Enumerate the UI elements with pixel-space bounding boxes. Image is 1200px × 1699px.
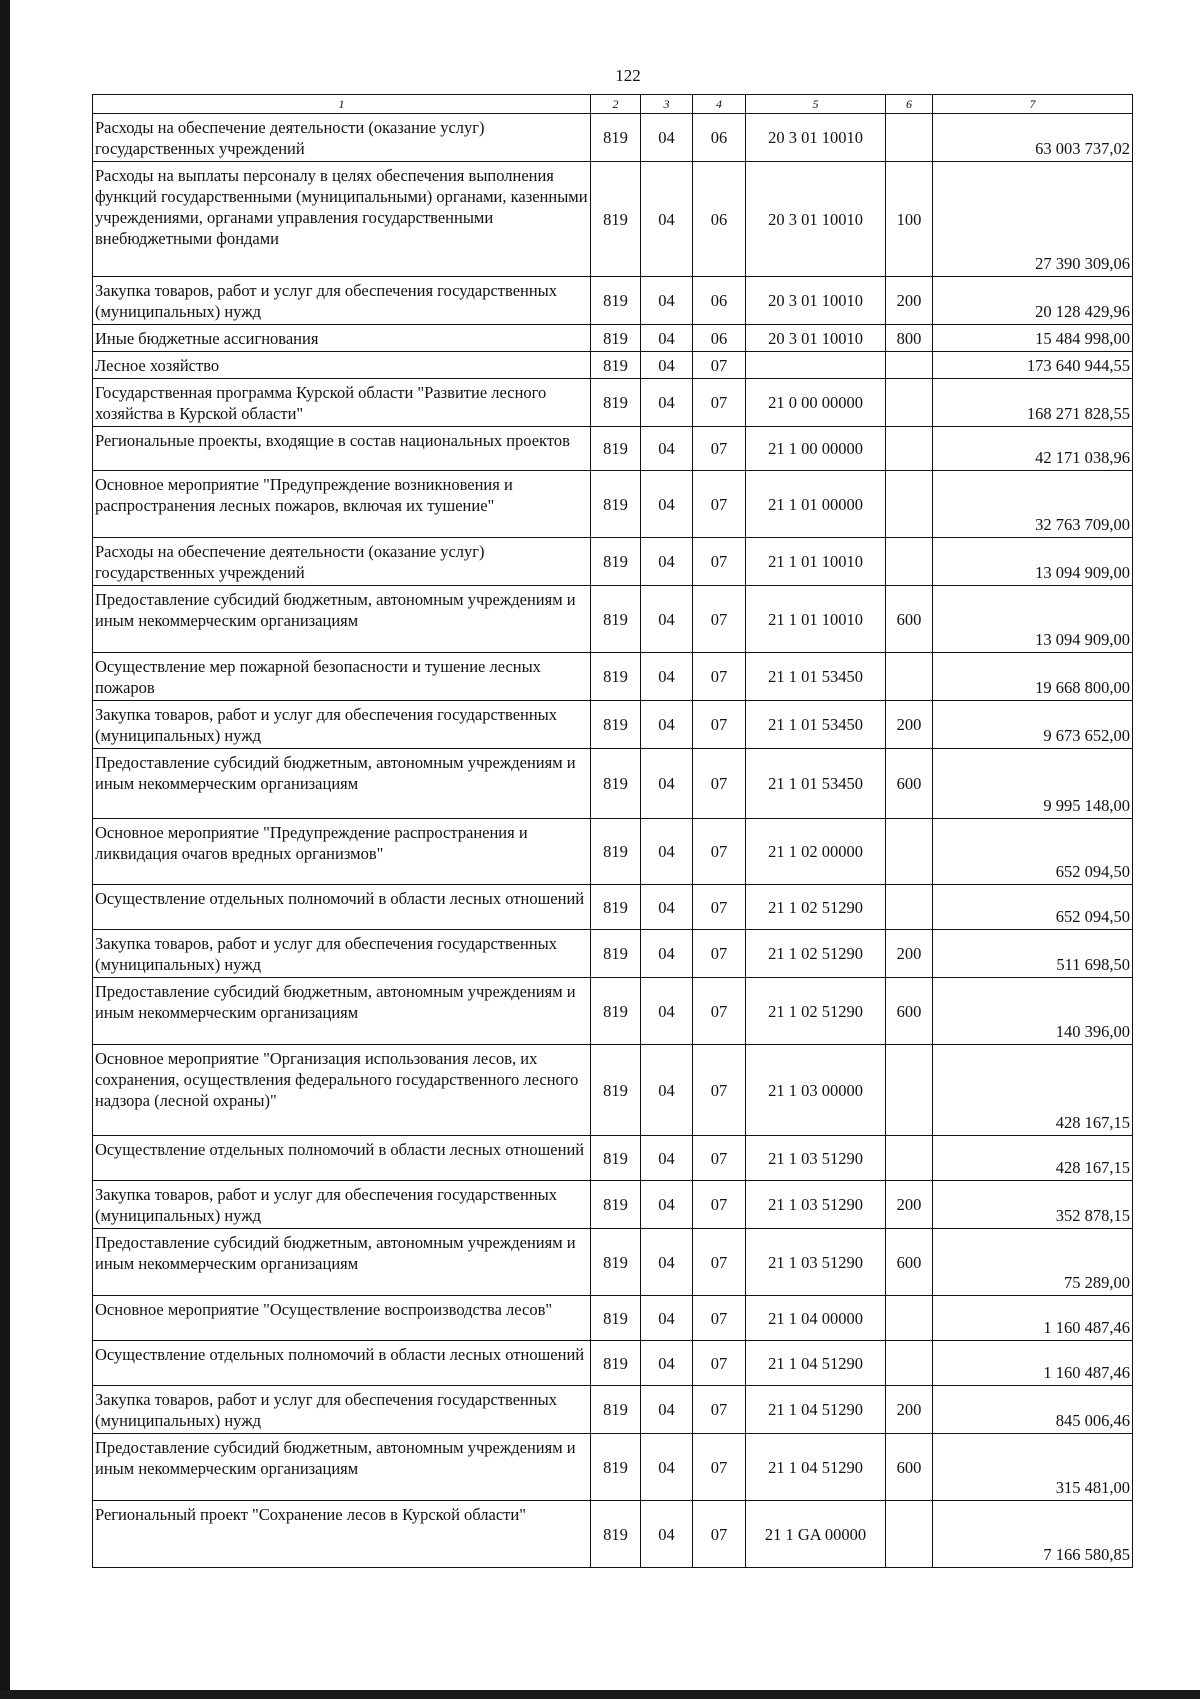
row-gr-cell: 819 [591, 1386, 641, 1434]
row-name-cell: Осуществление мер пожарной безопасности и тушение лесных пожаров [93, 653, 591, 701]
row-rz-cell: 04 [641, 1136, 693, 1181]
table-row [93, 1501, 1133, 1568]
row-csr-cell: 21 1 04 51290 [746, 1341, 886, 1386]
header-cell: 6 [886, 95, 933, 114]
row-sum-cell: 15 484 998,00 [933, 325, 1133, 352]
row-rz-cell: 04 [641, 885, 693, 930]
row-csr-cell: 21 1 02 00000 [746, 819, 886, 885]
row-gr-cell: 819 [591, 819, 641, 885]
row-pr-cell: 07 [693, 885, 746, 930]
header-cell: 7 [933, 95, 1133, 114]
table-row [93, 427, 1133, 471]
row-gr-cell: 819 [591, 978, 641, 1045]
row-sum-cell: 13 094 909,00 [933, 538, 1133, 586]
table-row [93, 930, 1133, 978]
row-pr-cell: 06 [693, 162, 746, 277]
table-row [93, 1434, 1133, 1501]
row-rz-cell: 04 [641, 1434, 693, 1501]
row-gr-cell: 819 [591, 1181, 641, 1229]
row-vr-cell [886, 885, 933, 930]
row-gr-cell: 819 [591, 162, 641, 277]
row-sum-cell: 428 167,15 [933, 1136, 1133, 1181]
row-sum-cell: 315 481,00 [933, 1434, 1133, 1501]
header-row [93, 95, 1133, 114]
row-rz-cell: 04 [641, 325, 693, 352]
row-vr-cell: 200 [886, 701, 933, 749]
table-row [93, 1045, 1133, 1136]
row-sum-cell: 168 271 828,55 [933, 379, 1133, 427]
row-pr-cell: 07 [693, 1136, 746, 1181]
row-rz-cell: 04 [641, 427, 693, 471]
row-name-cell: Закупка товаров, работ и услуг для обеспечения государственных (муниципальных) нужд [93, 1386, 591, 1434]
row-pr-cell: 07 [693, 978, 746, 1045]
row-name-cell: Региональный проект "Сохранение лесов в Курской области" [93, 1501, 591, 1568]
row-pr-cell: 07 [693, 427, 746, 471]
row-sum-cell: 42 171 038,96 [933, 427, 1133, 471]
table-row [93, 162, 1133, 277]
header-cell: 1 [93, 95, 591, 114]
row-pr-cell: 07 [693, 471, 746, 538]
row-rz-cell: 04 [641, 114, 693, 162]
row-rz-cell: 04 [641, 538, 693, 586]
row-csr-cell: 20 3 01 10010 [746, 277, 886, 325]
row-rz-cell: 04 [641, 162, 693, 277]
row-gr-cell: 819 [591, 885, 641, 930]
row-pr-cell: 07 [693, 819, 746, 885]
row-gr-cell: 819 [591, 379, 641, 427]
row-pr-cell: 07 [693, 379, 746, 427]
row-sum-cell: 173 640 944,55 [933, 352, 1133, 379]
row-rz-cell: 04 [641, 701, 693, 749]
row-vr-cell [886, 1045, 933, 1136]
row-name-cell: Лесное хозяйство [93, 352, 591, 379]
header-cell: 5 [746, 95, 886, 114]
row-gr-cell: 819 [591, 277, 641, 325]
row-gr-cell: 819 [591, 586, 641, 653]
row-vr-cell: 600 [886, 978, 933, 1045]
row-gr-cell: 819 [591, 1434, 641, 1501]
row-vr-cell: 200 [886, 1386, 933, 1434]
row-name-cell: Предоставление субсидий бюджетным, автономным учреждениям и иным некоммерческим организациям [93, 1229, 591, 1296]
row-rz-cell: 04 [641, 352, 693, 379]
row-gr-cell: 819 [591, 1501, 641, 1568]
row-name-cell: Предоставление субсидий бюджетным, автономным учреждениям и иным некоммерческим организациям [93, 978, 591, 1045]
table-row [93, 1296, 1133, 1341]
row-vr-cell: 600 [886, 586, 933, 653]
row-gr-cell: 819 [591, 701, 641, 749]
row-csr-cell: 21 1 04 51290 [746, 1434, 886, 1501]
row-vr-cell [886, 114, 933, 162]
row-name-cell: Расходы на выплаты персоналу в целях обеспечения выполнения функций государственными (муниципальными) органами, казенными учреждениями, органами управления государственными внебюджетными фондами [93, 162, 591, 277]
table-row [93, 1136, 1133, 1181]
row-csr-cell: 21 1 00 00000 [746, 427, 886, 471]
table-row [93, 352, 1133, 379]
row-vr-cell: 600 [886, 749, 933, 819]
row-sum-cell: 63 003 737,02 [933, 114, 1133, 162]
row-sum-cell: 845 006,46 [933, 1386, 1133, 1434]
row-gr-cell: 819 [591, 1229, 641, 1296]
row-pr-cell: 06 [693, 277, 746, 325]
row-csr-cell: 21 1 GA 00000 [746, 1501, 886, 1568]
row-vr-cell [886, 1296, 933, 1341]
row-gr-cell: 819 [591, 538, 641, 586]
row-sum-cell: 20 128 429,96 [933, 277, 1133, 325]
row-pr-cell: 07 [693, 1296, 746, 1341]
row-rz-cell: 04 [641, 978, 693, 1045]
row-name-cell: Предоставление субсидий бюджетным, автономным учреждениям и иным некоммерческим организациям [93, 1434, 591, 1501]
row-pr-cell: 07 [693, 1501, 746, 1568]
row-sum-cell: 32 763 709,00 [933, 471, 1133, 538]
row-csr-cell: 21 1 03 00000 [746, 1045, 886, 1136]
row-vr-cell: 200 [886, 277, 933, 325]
row-rz-cell: 04 [641, 819, 693, 885]
row-rz-cell: 04 [641, 1229, 693, 1296]
row-sum-cell: 511 698,50 [933, 930, 1133, 978]
row-vr-cell: 600 [886, 1229, 933, 1296]
header-cell: 3 [641, 95, 693, 114]
table-row [93, 471, 1133, 538]
budget-table [92, 94, 1133, 1568]
row-name-cell: Региональные проекты, входящие в состав национальных проектов [93, 427, 591, 471]
row-vr-cell [886, 538, 933, 586]
table-row [93, 538, 1133, 586]
table-row [93, 1386, 1133, 1434]
row-vr-cell [886, 819, 933, 885]
table-row [93, 749, 1133, 819]
row-sum-cell: 352 878,15 [933, 1181, 1133, 1229]
row-csr-cell: 21 1 02 51290 [746, 978, 886, 1045]
table-row [93, 978, 1133, 1045]
row-sum-cell: 652 094,50 [933, 819, 1133, 885]
row-vr-cell: 200 [886, 1181, 933, 1229]
table-row [93, 819, 1133, 885]
row-pr-cell: 07 [693, 538, 746, 586]
table-row [93, 586, 1133, 653]
row-csr-cell: 21 1 03 51290 [746, 1181, 886, 1229]
row-rz-cell: 04 [641, 1341, 693, 1386]
row-sum-cell: 652 094,50 [933, 885, 1133, 930]
row-pr-cell: 07 [693, 1045, 746, 1136]
row-pr-cell: 06 [693, 325, 746, 352]
header-cell: 4 [693, 95, 746, 114]
row-csr-cell: 21 1 03 51290 [746, 1229, 886, 1296]
scan-edge-bottom [0, 1690, 1200, 1699]
table-row [93, 1341, 1133, 1386]
row-csr-cell: 21 1 01 53450 [746, 749, 886, 819]
row-gr-cell: 819 [591, 114, 641, 162]
row-name-cell: Осуществление отдельных полномочий в области лесных отношений [93, 1341, 591, 1386]
row-name-cell: Иные бюджетные ассигнования [93, 325, 591, 352]
header-cell: 2 [591, 95, 641, 114]
row-sum-cell: 9 995 148,00 [933, 749, 1133, 819]
table-row [93, 885, 1133, 930]
row-vr-cell [886, 471, 933, 538]
row-sum-cell: 27 390 309,06 [933, 162, 1133, 277]
row-pr-cell: 07 [693, 1341, 746, 1386]
row-sum-cell: 140 396,00 [933, 978, 1133, 1045]
row-gr-cell: 819 [591, 1296, 641, 1341]
row-name-cell: Расходы на обеспечение деятельности (оказание услуг) государственных учреждений [93, 114, 591, 162]
row-pr-cell: 07 [693, 352, 746, 379]
row-gr-cell: 819 [591, 749, 641, 819]
table-row [93, 1181, 1133, 1229]
row-csr-cell: 21 1 04 51290 [746, 1386, 886, 1434]
row-vr-cell [886, 379, 933, 427]
row-rz-cell: 04 [641, 749, 693, 819]
row-csr-cell: 21 1 01 10010 [746, 538, 886, 586]
row-rz-cell: 04 [641, 1296, 693, 1341]
row-rz-cell: 04 [641, 277, 693, 325]
row-name-cell: Основное мероприятие "Организация использования лесов, их сохранения, осуществления федерального государственного лесного надзора (лесной охраны)" [93, 1045, 591, 1136]
row-name-cell: Осуществление отдельных полномочий в области лесных отношений [93, 885, 591, 930]
page-number: 122 [615, 66, 641, 85]
row-name-cell: Закупка товаров, работ и услуг для обеспечения государственных (муниципальных) нужд [93, 930, 591, 978]
row-name-cell: Осуществление отдельных полномочий в области лесных отношений [93, 1136, 591, 1181]
row-sum-cell: 75 289,00 [933, 1229, 1133, 1296]
row-pr-cell: 07 [693, 701, 746, 749]
row-pr-cell: 07 [693, 930, 746, 978]
row-name-cell: Расходы на обеспечение деятельности (оказание услуг) государственных учреждений [93, 538, 591, 586]
row-csr-cell: 21 1 03 51290 [746, 1136, 886, 1181]
row-csr-cell: 21 1 02 51290 [746, 885, 886, 930]
row-rz-cell: 04 [641, 471, 693, 538]
row-gr-cell: 819 [591, 653, 641, 701]
row-rz-cell: 04 [641, 653, 693, 701]
row-csr-cell: 20 3 01 10010 [746, 114, 886, 162]
row-gr-cell: 819 [591, 1136, 641, 1181]
row-pr-cell: 07 [693, 1229, 746, 1296]
row-vr-cell [886, 352, 933, 379]
row-vr-cell [886, 1341, 933, 1386]
table-row [93, 701, 1133, 749]
row-name-cell: Основное мероприятие "Предупреждение распространения и ликвидация очагов вредных организмов" [93, 819, 591, 885]
row-vr-cell [886, 1136, 933, 1181]
table-body [93, 114, 1133, 1568]
row-gr-cell: 819 [591, 471, 641, 538]
table-row [93, 114, 1133, 162]
row-csr-cell: 21 0 00 00000 [746, 379, 886, 427]
row-csr-cell: 20 3 01 10010 [746, 325, 886, 352]
row-rz-cell: 04 [641, 1501, 693, 1568]
row-sum-cell: 1 160 487,46 [933, 1296, 1133, 1341]
row-csr-cell: 21 1 02 51290 [746, 930, 886, 978]
row-name-cell: Основное мероприятие "Осуществление воспроизводства лесов" [93, 1296, 591, 1341]
row-sum-cell: 7 166 580,85 [933, 1501, 1133, 1568]
row-csr-cell: 21 1 01 00000 [746, 471, 886, 538]
row-vr-cell: 100 [886, 162, 933, 277]
row-name-cell: Государственная программа Курской области "Развитие лесного хозяйства в Курской области" [93, 379, 591, 427]
table-row [93, 1229, 1133, 1296]
row-name-cell: Закупка товаров, работ и услуг для обеспечения государственных (муниципальных) нужд [93, 1181, 591, 1229]
row-csr-cell: 21 1 04 00000 [746, 1296, 886, 1341]
row-sum-cell: 1 160 487,46 [933, 1341, 1133, 1386]
row-rz-cell: 04 [641, 1045, 693, 1136]
scan-edge-left [0, 0, 10, 1699]
row-pr-cell: 07 [693, 653, 746, 701]
row-vr-cell [886, 653, 933, 701]
table-row [93, 379, 1133, 427]
row-rz-cell: 04 [641, 1386, 693, 1434]
row-name-cell: Закупка товаров, работ и услуг для обеспечения государственных (муниципальных) нужд [93, 701, 591, 749]
table-row [93, 653, 1133, 701]
row-pr-cell: 07 [693, 586, 746, 653]
row-gr-cell: 819 [591, 427, 641, 471]
row-rz-cell: 04 [641, 586, 693, 653]
row-sum-cell: 13 094 909,00 [933, 586, 1133, 653]
row-csr-cell: 21 1 01 53450 [746, 701, 886, 749]
row-csr-cell: 21 1 01 10010 [746, 586, 886, 653]
row-vr-cell [886, 427, 933, 471]
row-vr-cell [886, 1501, 933, 1568]
row-name-cell: Предоставление субсидий бюджетным, автономным учреждениям и иным некоммерческим организациям [93, 586, 591, 653]
row-csr-cell: 21 1 01 53450 [746, 653, 886, 701]
row-pr-cell: 06 [693, 114, 746, 162]
row-rz-cell: 04 [641, 930, 693, 978]
row-name-cell: Предоставление субсидий бюджетным, автономным учреждениям и иным некоммерческим организациям [93, 749, 591, 819]
row-rz-cell: 04 [641, 1181, 693, 1229]
row-pr-cell: 07 [693, 749, 746, 819]
row-gr-cell: 819 [591, 352, 641, 379]
table-row [93, 325, 1133, 352]
row-csr-cell [746, 352, 886, 379]
row-gr-cell: 819 [591, 325, 641, 352]
row-vr-cell: 600 [886, 1434, 933, 1501]
row-gr-cell: 819 [591, 930, 641, 978]
row-sum-cell: 428 167,15 [933, 1045, 1133, 1136]
row-gr-cell: 819 [591, 1045, 641, 1136]
row-vr-cell: 800 [886, 325, 933, 352]
row-name-cell: Закупка товаров, работ и услуг для обеспечения государственных (муниципальных) нужд [93, 277, 591, 325]
row-gr-cell: 819 [591, 1341, 641, 1386]
row-sum-cell: 19 668 800,00 [933, 653, 1133, 701]
row-rz-cell: 04 [641, 379, 693, 427]
row-pr-cell: 07 [693, 1434, 746, 1501]
row-sum-cell: 9 673 652,00 [933, 701, 1133, 749]
row-name-cell: Основное мероприятие "Предупреждение возникновения и распространения лесных пожаров, включая их тушение" [93, 471, 591, 538]
row-pr-cell: 07 [693, 1386, 746, 1434]
table-row [93, 277, 1133, 325]
row-csr-cell: 20 3 01 10010 [746, 162, 886, 277]
row-vr-cell: 200 [886, 930, 933, 978]
row-pr-cell: 07 [693, 1181, 746, 1229]
